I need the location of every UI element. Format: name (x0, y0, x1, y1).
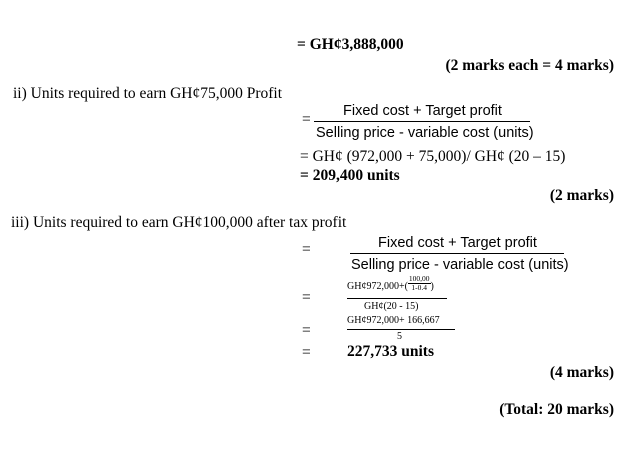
total-marks: (Total: 20 marks) (499, 401, 614, 418)
part2-denominator: Selling price - variable cost (units) (316, 125, 534, 141)
part3-equals-1: = (302, 241, 311, 258)
part3-step2-num-prefix: GH¢972,000+( (347, 281, 408, 292)
part2-substitution: = GH¢ (972,000 + 75,000)/ GH¢ (20 – 15) (300, 148, 566, 165)
part1-marks: (2 marks each = 4 marks) (445, 57, 614, 74)
part3-heading: iii) Units required to earn GH¢100,000 after tax profit (11, 214, 347, 231)
part3-equals-2: = (302, 289, 311, 306)
part3-marks: (4 marks) (549, 364, 614, 381)
part2-marks: (2 marks) (549, 187, 614, 204)
part3-step2-inner-fraction (408, 275, 431, 292)
part2-answer: = 209,400 units (300, 167, 400, 184)
part3-step2-num-suffix: ) (430, 281, 434, 292)
part2-numerator: Fixed cost + Target profit (343, 103, 502, 119)
part2-equals-1: = (302, 111, 311, 128)
part3-denominator: Selling price - variable cost (units) (351, 257, 569, 273)
part3-numerator: Fixed cost + Target profit (378, 235, 537, 251)
part1-result: = GH¢3,888,000 (297, 36, 404, 53)
part3-step3-numerator: GH¢972,000+ 166,667 (347, 315, 440, 326)
part2-heading: ii) Units required to earn GH¢75,000 Profit (13, 85, 283, 102)
part3-step2-inner-den: 1-0.4 (411, 283, 428, 293)
part3-answer: 227,733 units (347, 343, 434, 360)
part3-step3-bar (347, 329, 455, 330)
part2-fraction-bar (314, 121, 530, 122)
part3-step2-bar (347, 298, 447, 299)
part3-fraction-bar (350, 253, 564, 254)
part3-equals-4: = (302, 344, 311, 361)
part3-equals-3: = (302, 322, 311, 339)
part3-step2-inner-num: 100,00 (408, 274, 430, 284)
part3-step2-numerator (347, 274, 434, 293)
part3-step2-denominator: GH¢(20 - 15) (364, 301, 419, 312)
part3-step3-denominator: 5 (397, 331, 402, 342)
